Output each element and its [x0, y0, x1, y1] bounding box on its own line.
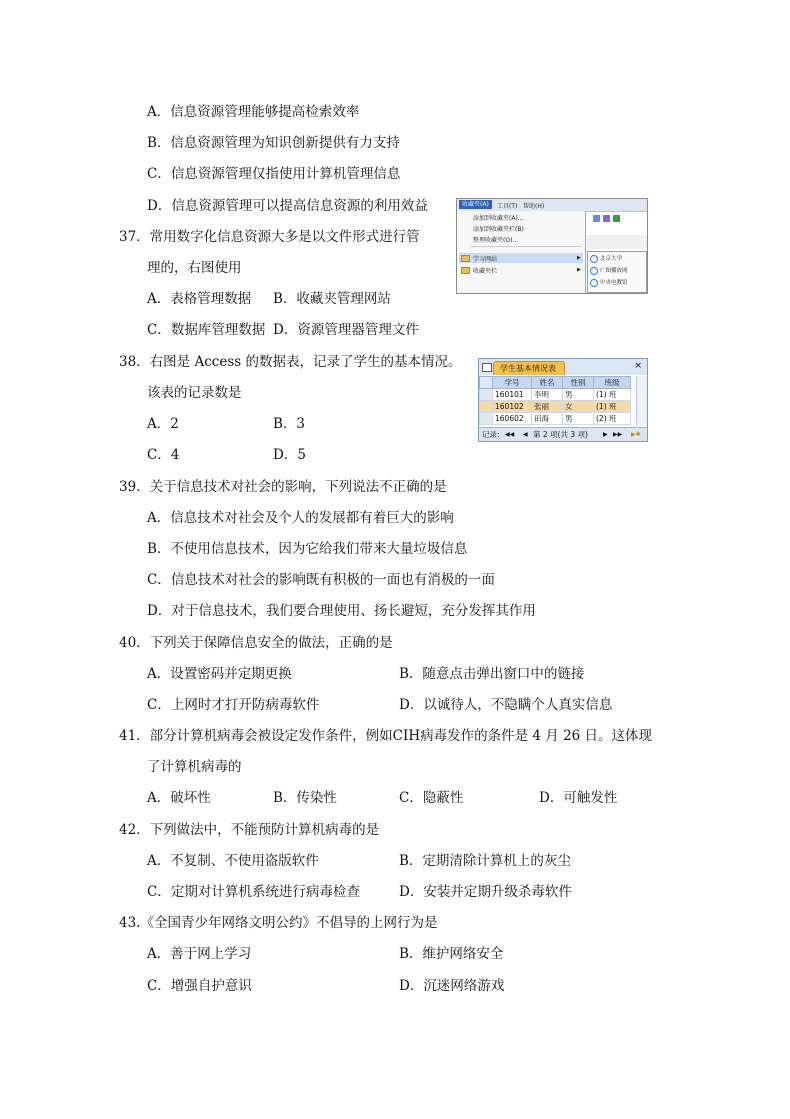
table-row	[480, 413, 631, 425]
q40-option-b: B．随意点击弹出窗口中的链接	[399, 666, 585, 682]
q39-option-d: D．对于信息技术，我们要合理使用、扬长避短，充分发挥其作用	[147, 603, 536, 619]
q39-option-a: A．信息技术对社会及个人的发展都有着巨大的影响	[147, 510, 454, 526]
table-cell: 160102	[493, 401, 532, 413]
q39-option-b: B．不使用信息技术，因为它给我们带来大量垃圾信息	[147, 541, 468, 557]
toolbar-icons	[593, 215, 623, 224]
table-cell: 李明	[532, 389, 563, 401]
q43-stem: 43.《全国青少年网络文明公约》不倡导的上网行为是	[119, 915, 438, 931]
table-tab: 学生基本情况表	[493, 361, 565, 375]
study-sites-folder: 学习网站	[473, 256, 498, 263]
q37-option-a: A．表格管理数据	[147, 291, 252, 307]
table-cell: (1) 班	[594, 401, 631, 413]
site-item: 广图播放网	[600, 268, 628, 274]
q40-option-a: A．设置密码并定期更换	[147, 666, 292, 682]
q37-option-b: B．收藏夹管理网站	[273, 291, 391, 307]
table-cell: 男	[563, 389, 594, 401]
menu-help: 帮助(H)	[523, 203, 545, 210]
organize-favorites-item: 整理收藏夹(O)...	[473, 237, 519, 244]
table-row	[480, 389, 631, 401]
q42-option-a: A．不复制、不使用盗版软件	[147, 853, 319, 869]
access-table-figure	[478, 358, 648, 442]
record-navigator	[479, 427, 647, 442]
column-header: 姓名	[532, 377, 563, 389]
q40-option-d: D．以诚待人，不隐瞒个人真实信息	[399, 697, 613, 713]
page-icon	[613, 215, 620, 222]
table-header-row	[480, 377, 631, 389]
q43-option-a: A．善于网上学习	[147, 946, 252, 962]
column-header: 班级	[594, 377, 631, 389]
q36-option-b: B．信息资源管理为知识创新提供有力支持	[147, 135, 400, 151]
q42-stem: 42．下列做法中，不能预防计算机病毒的是	[119, 822, 380, 838]
q36-option-a: A．信息资源管理能够提高检索效率	[147, 104, 360, 120]
table-cell: (2) 班	[594, 413, 631, 425]
row-selector	[480, 401, 493, 413]
q39-stem: 39．关于信息技术对社会的影响，下列说法不正确的是	[119, 479, 447, 495]
q40-option-c: C．上网时才打开防病毒软件	[147, 697, 320, 713]
browser-pane	[587, 235, 647, 249]
tab-bar	[479, 359, 647, 375]
q42-option-c: C．定期对计算机系统进行病毒检查	[147, 884, 360, 900]
q43-option-d: D．沉迷网络游戏	[399, 978, 505, 994]
nav-first-icon: ◀◀	[505, 431, 515, 438]
row-selector	[480, 389, 493, 401]
q38-option-c: C．4	[147, 447, 180, 463]
q38-stem-line2: 该表的记录数是	[147, 385, 242, 401]
q38-stem-line1: 38．右图是 Access 的数据表，记录了学生的基本情况。	[119, 354, 462, 370]
nav-new-icon: ▶✱	[631, 431, 641, 438]
close-icon: ×	[634, 361, 642, 371]
site-item: 中央电教馆	[600, 280, 628, 286]
nav-last-icon: ▶▶	[613, 431, 623, 438]
table-cell: 张丽	[532, 401, 563, 413]
ie-icon	[590, 255, 598, 263]
folder-icon	[461, 267, 470, 274]
table-cell: 田海	[532, 413, 563, 425]
add-to-favorites-bar-item: 添加到收藏夹栏(B)	[473, 226, 524, 233]
row-selector-header	[480, 377, 493, 389]
column-header: 学号	[493, 377, 532, 389]
favorites-menu-figure	[456, 198, 648, 294]
table-cell: 男	[563, 413, 594, 425]
folder-icon	[461, 255, 470, 262]
q38-option-d: D．5	[273, 447, 306, 463]
row-selector	[480, 413, 493, 425]
q37-option-d: D．资源管理器管理文件	[273, 322, 419, 338]
table-row	[480, 401, 631, 413]
study-sites-submenu	[587, 251, 647, 293]
student-table	[479, 376, 631, 425]
favorites-dropdown	[457, 211, 586, 293]
site-item: 北京大学	[600, 256, 623, 262]
q41-option-d: D．可触发性	[539, 790, 618, 806]
table-cell: 女	[563, 401, 594, 413]
table-cell: 160101	[493, 389, 532, 401]
q40-stem: 40．下列关于保障信息安全的做法，正确的是	[119, 635, 393, 651]
submenu-arrow-icon: ▶	[577, 267, 581, 273]
menu-favorites: 收藏夹(A)	[459, 200, 492, 209]
q43-option-b: B．维护网络安全	[399, 946, 504, 962]
q43-option-c: C．增强自护意识	[147, 978, 252, 994]
q41-option-b: B．传染性	[273, 790, 337, 806]
q37-stem-line1: 37．常用数字化信息资源大多是以文件形式进行管	[119, 229, 420, 245]
column-header: 性别	[563, 377, 594, 389]
q37-option-c: C．数据库管理数据	[147, 322, 266, 338]
q41-option-a: A．破坏性	[147, 790, 211, 806]
favorites-bar-folder: 收藏夹栏	[473, 268, 498, 275]
nav-prev-icon: ◀	[523, 431, 528, 438]
table-cell: (1) 班	[594, 389, 631, 401]
vertical-scrollbar	[636, 376, 647, 426]
ie-icon	[590, 279, 598, 287]
menu-tools: 工具(T)	[497, 203, 518, 210]
record-status: 第 2 项(共 3 项)	[533, 430, 588, 439]
q38-option-b: B．3	[273, 416, 306, 432]
q41-stem-line1: 41．部分计算机病毒会被设定发作条件，例如CIH病毒发作的条件是 4 月 26 日。这体现	[119, 728, 653, 744]
nav-next-icon: ▶	[603, 431, 608, 438]
submenu-arrow-icon: ▶	[577, 255, 581, 261]
q38-option-a: A．2	[147, 416, 179, 432]
q36-option-c: C．信息资源管理仅指使用计算机管理信息	[147, 166, 401, 182]
table-icon	[482, 363, 492, 372]
add-to-favorites-item: 添加到收藏夹(A)...	[473, 215, 524, 222]
q42-option-d: D．安装并定期升级杀毒软件	[399, 884, 572, 900]
q36-option-d: D．信息资源管理可以提高信息资源的利用效益	[147, 198, 428, 214]
q41-option-c: C．隐蔽性	[399, 790, 464, 806]
print-icon	[603, 215, 610, 222]
menu-separator	[471, 246, 581, 247]
q41-stem-line2: 了计算机病毒的	[147, 759, 242, 775]
q37-stem-line2: 理的，右图使用	[147, 260, 242, 276]
home-icon	[593, 215, 600, 222]
q39-option-c: C．信息技术对社会的影响既有积极的一面也有消极的一面	[147, 572, 495, 588]
table-cell: 160602	[493, 413, 532, 425]
record-label: 记录:	[482, 430, 500, 439]
ie-icon	[590, 267, 598, 275]
q42-option-b: B．定期清除计算机上的灰尘	[399, 853, 571, 869]
